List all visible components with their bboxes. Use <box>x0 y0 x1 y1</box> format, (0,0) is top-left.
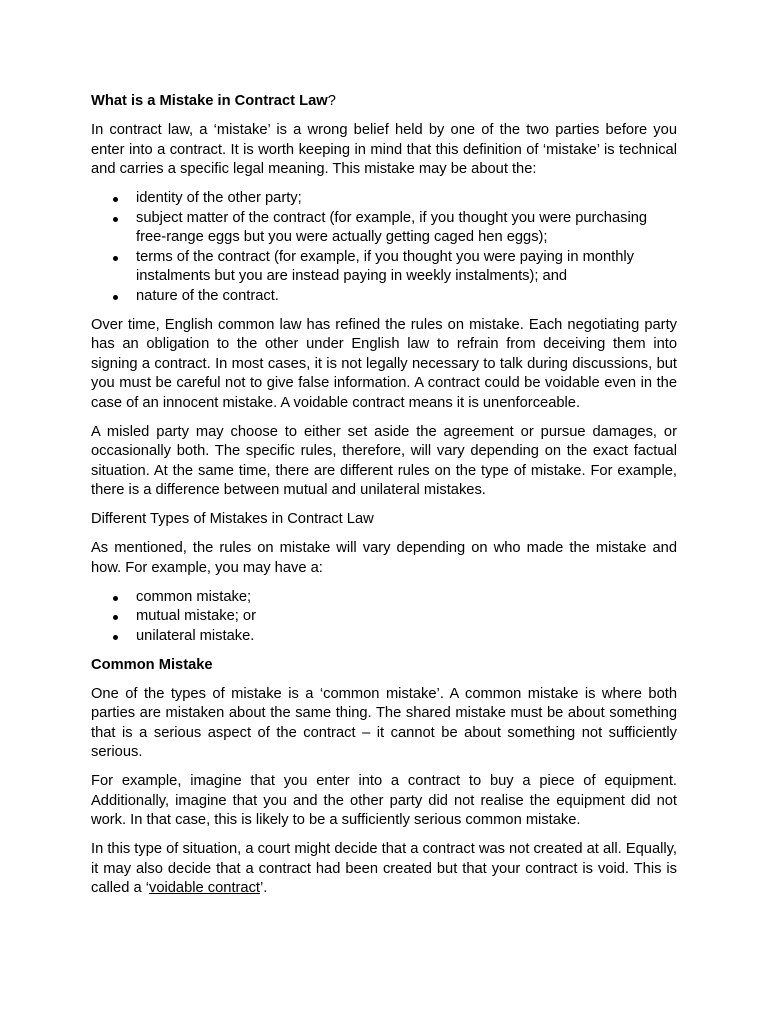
list-item: common mistake; <box>91 588 677 608</box>
voidable-contract-link[interactable]: voidable contract <box>148 880 261 896</box>
bullet-icon <box>113 197 118 202</box>
bullet-icon <box>113 615 118 620</box>
bullet-icon <box>113 256 118 261</box>
bullet-icon <box>113 295 118 300</box>
common-law-paragraph: Over time, English common law has refined the rules on mistake. Each negotiating party has an obligation to the other under English law to refrain from deceiving them into signing a contract. In most cases, it is not legally necessary to talk during discussions, but you must be careful not to give false information. A contract could be voidable even in the case of an innocent mistake. A voidable contract means it is unenforceable. <box>91 316 677 411</box>
bullet-icon <box>113 635 118 640</box>
list-item: nature of the contract. <box>91 287 677 307</box>
title-text: What is a Mistake in Contract Law <box>91 93 328 109</box>
list-item: unilateral mistake. <box>91 627 677 647</box>
page-title <box>91 92 677 112</box>
common-mistake-paragraph: One of the types of mistake is a ‘common mistake’. A common mistake is where both parties are mistaken about the same thing. The shared mistake must be about something that is a serious aspect of the contract – it cannot be about something not sufficiently serious. <box>91 685 677 760</box>
court-decision-paragraph: In this type of situation, a court might decide that a contract was not created at all. Equally, it may also decide that a contract had been created but that your contract is void. This is called a ‘voidable contract’. <box>91 841 677 896</box>
list-item: subject matter of the contract (for example, if you thought you were purchasing free-range eggs but you were actually getting caged hen eggs); <box>91 209 677 248</box>
document-body <box>91 92 677 908</box>
equipment-example-paragraph: For example, imagine that you enter into a contract to buy a piece of equipment. Additionally, imagine that you and the other party did not realise the equipment did not work. In that case, this is likely to be a sufficiently serious common mistake. <box>91 773 677 828</box>
bullet-icon <box>113 217 118 222</box>
list-item: terms of the contract (for example, if you thought you were paying in monthly instalments but you are instead paying in weekly instalments); and <box>91 248 677 287</box>
misled-party-paragraph: A misled party may choose to either set aside the agreement or pursue damages, or occasionally both. The specific rules, therefore, will vary depending on the exact factual situation. At the same time, there are different rules on the type of mistake. For example, there is a difference between mutual and unilateral mistakes. <box>91 423 677 498</box>
bullet-icon <box>113 596 118 601</box>
intro-paragraph: In contract law, a ‘mistake’ is a wrong belief held by one of the two parties before you enter into a contract. It is worth keeping in mind that this definition of ‘mistake’ is technical and carries a specific legal meaning. This mistake may be about the: <box>91 122 677 177</box>
mistake-types-list <box>91 588 677 647</box>
common-mistake-heading: Common Mistake <box>91 656 213 673</box>
title-question-mark: ? <box>327 93 336 109</box>
rules-paragraph: As mentioned, the rules on mistake will vary depending on who made the mistake and how. For example, you may have a: <box>91 540 677 576</box>
list-item: identity of the other party; <box>91 189 677 209</box>
list-item: mutual mistake; or <box>91 607 677 627</box>
types-subheading: Different Types of Mistakes in Contract Law <box>91 511 374 527</box>
mistake-topics-list <box>91 189 677 306</box>
